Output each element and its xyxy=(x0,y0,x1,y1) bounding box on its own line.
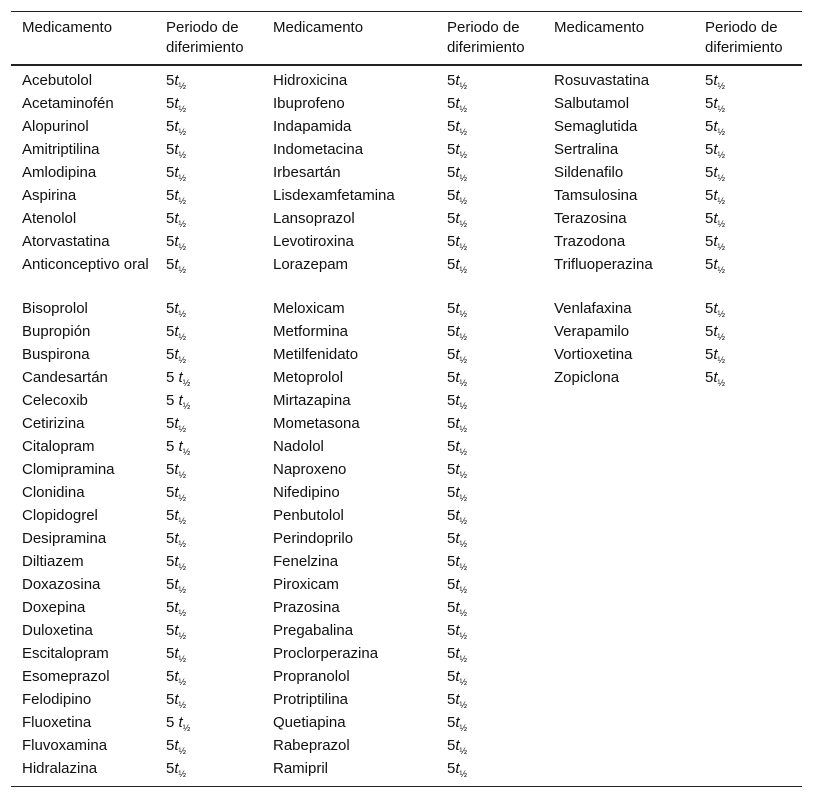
periodo-cell: $5t_{\frac{1}{2}}$ xyxy=(447,210,468,229)
medicamento-cell: Lisdexamfetamina xyxy=(273,187,395,204)
medicamento-cell: Amlodipina xyxy=(22,164,97,181)
medicamento-cell: Celecoxib xyxy=(22,392,88,409)
medicamento-cell: Aspirina xyxy=(22,187,77,204)
medicamento-cell: Sildenafilo xyxy=(554,164,624,181)
periodo-cell: $5t_{\frac{1}{2}}$ xyxy=(447,553,468,572)
medicamento-cell xyxy=(543,690,694,713)
table-row xyxy=(11,209,802,232)
table-row xyxy=(11,140,802,163)
periodo-cell: $5t_{\frac{1}{2}}$ xyxy=(447,95,468,114)
periodo-cell xyxy=(694,414,802,437)
periodo-cell: $5t_{\frac{1}{2}}$ xyxy=(705,141,726,160)
periodo-cell: $5t_{\frac{1}{2}}$ xyxy=(705,233,726,252)
medicamento-cell: Venlafaxina xyxy=(554,300,632,317)
medicamento-cell: Proclorperazina xyxy=(273,645,379,662)
table-row xyxy=(11,94,802,117)
table-row xyxy=(11,667,802,690)
periodo-cell: $5t_{\frac{1}{2}}$ xyxy=(705,369,726,388)
periodo-cell xyxy=(694,529,802,552)
periodo-cell xyxy=(694,575,802,598)
periodo-cell xyxy=(694,598,802,621)
periodo-cell xyxy=(694,391,802,414)
table-row xyxy=(11,299,802,322)
table-row xyxy=(11,391,802,414)
medicamento-cell: Zopiclona xyxy=(554,369,620,386)
medicamento-cell: Fenelzina xyxy=(273,553,339,570)
periodo-cell: $5t_{\frac{1}{2}}$ xyxy=(447,438,468,457)
periodo-cell: $5t_{\frac{1}{2}}$ xyxy=(447,599,468,618)
medicamento-cell: Levotiroxina xyxy=(273,233,354,250)
periodo-cell: $5t_{\frac{1}{2}}$ xyxy=(447,668,468,687)
periodo-cell: 5 $t_{\frac{1}{2}}$ xyxy=(166,369,191,388)
medicamento-cell: Vortioxetina xyxy=(554,346,633,363)
medicamento-cell xyxy=(543,552,694,575)
table-row xyxy=(11,232,802,255)
medicamento-cell xyxy=(543,529,694,552)
periodo-cell: $5t_{\frac{1}{2}}$ xyxy=(705,346,726,365)
header-medicamento-1: Medicamento xyxy=(22,19,113,36)
medicamento-cell: Penbutolol xyxy=(273,507,344,524)
medicamento-cell xyxy=(543,391,694,414)
periodo-cell: $5t_{\frac{1}{2}}$ xyxy=(166,164,187,183)
medicamento-cell xyxy=(543,759,694,787)
medicamento-cell: Esomeprazol xyxy=(22,668,110,685)
medicamento-cell: Cetirizina xyxy=(22,415,85,432)
medicamento-cell: Rosuvastatina xyxy=(554,72,650,89)
periodo-cell xyxy=(694,736,802,759)
table-row xyxy=(11,552,802,575)
medicamento-cell: Mirtazapina xyxy=(273,392,351,409)
periodo-cell: $5t_{\frac{1}{2}}$ xyxy=(705,210,726,229)
table-row xyxy=(11,414,802,437)
medicamento-cell: Indometacina xyxy=(273,141,364,158)
table-row xyxy=(11,368,802,391)
table-row xyxy=(11,483,802,506)
medicamento-cell xyxy=(543,621,694,644)
periodo-cell xyxy=(694,759,802,787)
medicamento-cell xyxy=(543,483,694,506)
medicamento-cell: Clomipramina xyxy=(22,461,115,478)
table-row xyxy=(11,322,802,345)
medicamento-cell: Duloxetina xyxy=(22,622,93,639)
periodo-cell: $5t_{\frac{1}{2}}$ xyxy=(447,576,468,595)
periodo-cell: $5t_{\frac{1}{2}}$ xyxy=(447,530,468,549)
medicamento-cell: Verapamilo xyxy=(554,323,630,340)
medicamento-cell: Doxazosina xyxy=(22,576,101,593)
medicamento-cell: Tamsulosina xyxy=(554,187,638,204)
periodo-cell xyxy=(694,552,802,575)
periodo-cell: $5t_{\frac{1}{2}}$ xyxy=(447,141,468,160)
medicamento-cell: Atorvastatina xyxy=(22,233,110,250)
periodo-cell: $5t_{\frac{1}{2}}$ xyxy=(447,392,468,411)
medicamento-cell: Fluoxetina xyxy=(22,714,92,731)
medicamento-cell: Candesartán xyxy=(22,369,108,386)
medicamento-cell: Hidroxicina xyxy=(273,72,348,89)
periodo-cell: $5t_{\frac{1}{2}}$ xyxy=(705,95,726,114)
table-row xyxy=(11,255,802,299)
periodo-cell: $5t_{\frac{1}{2}}$ xyxy=(166,233,187,252)
periodo-cell: 5 $t_{\frac{1}{2}}$ xyxy=(166,714,191,733)
medicamento-cell: Propranolol xyxy=(273,668,350,685)
table-row xyxy=(11,437,802,460)
periodo-cell: $5t_{\frac{1}{2}}$ xyxy=(447,760,468,779)
medicamento-cell: Meloxicam xyxy=(273,300,345,317)
medicamento-cell: Metoprolol xyxy=(273,369,344,386)
periodo-cell xyxy=(694,437,802,460)
periodo-cell: $5t_{\frac{1}{2}}$ xyxy=(166,553,187,572)
table-row xyxy=(11,345,802,368)
periodo-cell: $5t_{\frac{1}{2}}$ xyxy=(166,599,187,618)
periodo-cell: $5t_{\frac{1}{2}}$ xyxy=(166,645,187,664)
medicamento-cell: Ramipril xyxy=(273,760,329,777)
header-periodo-3: Periodo de diferimiento xyxy=(705,19,783,56)
periodo-cell: $5t_{\frac{1}{2}}$ xyxy=(166,118,187,137)
medicamento-cell: Nifedipino xyxy=(273,484,340,501)
medicamento-cell: Bupropión xyxy=(22,323,91,340)
medicamento-cell xyxy=(543,437,694,460)
periodo-cell xyxy=(694,644,802,667)
table-row xyxy=(11,163,802,186)
periodo-cell xyxy=(694,713,802,736)
medicamento-cell: Nadolol xyxy=(273,438,324,455)
periodo-cell: $5t_{\frac{1}{2}}$ xyxy=(447,72,468,91)
periodo-cell: $5t_{\frac{1}{2}}$ xyxy=(166,346,187,365)
medicamento-cell: Doxepina xyxy=(22,599,86,616)
periodo-cell: $5t_{\frac{1}{2}}$ xyxy=(705,256,726,275)
medicamento-cell xyxy=(543,575,694,598)
medicamento-cell: Desipramina xyxy=(22,530,107,547)
periodo-cell: $5t_{\frac{1}{2}}$ xyxy=(705,323,726,342)
periodo-cell: $5t_{\frac{1}{2}}$ xyxy=(447,691,468,710)
header-medicamento-3: Medicamento xyxy=(554,19,645,36)
periodo-cell: $5t_{\frac{1}{2}}$ xyxy=(166,415,187,434)
table-row xyxy=(11,644,802,667)
table-row xyxy=(11,713,802,736)
periodo-cell: $5t_{\frac{1}{2}}$ xyxy=(166,141,187,160)
periodo-cell xyxy=(694,667,802,690)
medicamento-cell: Semaglutida xyxy=(554,118,638,135)
periodo-cell xyxy=(694,621,802,644)
periodo-cell: $5t_{\frac{1}{2}}$ xyxy=(166,72,187,91)
medicamento-cell xyxy=(543,713,694,736)
medicamento-cell xyxy=(543,736,694,759)
medicamento-cell: Clonidina xyxy=(22,484,85,501)
periodo-cell: $5t_{\frac{1}{2}}$ xyxy=(447,507,468,526)
drug-washout-table xyxy=(11,11,802,787)
table-row xyxy=(11,598,802,621)
periodo-cell: $5t_{\frac{1}{2}}$ xyxy=(447,118,468,137)
table-row xyxy=(11,186,802,209)
periodo-cell: $5t_{\frac{1}{2}}$ xyxy=(447,346,468,365)
medicamento-cell: Fluvoxamina xyxy=(22,737,108,754)
table-row xyxy=(11,529,802,552)
medicamento-cell xyxy=(543,460,694,483)
periodo-cell: $5t_{\frac{1}{2}}$ xyxy=(166,691,187,710)
medicamento-cell xyxy=(543,506,694,529)
medicamento-cell: Ibuprofeno xyxy=(273,95,345,112)
medicamento-cell: Irbesartán xyxy=(273,164,341,181)
medicamento-cell: Amitriptilina xyxy=(22,141,100,158)
medicamento-cell: Escitalopram xyxy=(22,645,109,662)
periodo-cell: $5t_{\frac{1}{2}}$ xyxy=(447,415,468,434)
medicamento-cell: Atenolol xyxy=(22,210,77,227)
medicamento-cell: Naproxeno xyxy=(273,461,347,478)
medicamento-cell: Mometasona xyxy=(273,415,360,432)
medicamento-cell: Trifluoperazina xyxy=(554,256,653,273)
periodo-cell xyxy=(694,483,802,506)
table-row xyxy=(11,759,802,787)
periodo-cell: $5t_{\frac{1}{2}}$ xyxy=(705,72,726,91)
medicamento-cell: Salbutamol xyxy=(554,95,630,112)
periodo-cell: $5t_{\frac{1}{2}}$ xyxy=(447,461,468,480)
periodo-cell: $5t_{\frac{1}{2}}$ xyxy=(447,256,468,275)
periodo-cell: $5t_{\frac{1}{2}}$ xyxy=(166,95,187,114)
medicamento-cell xyxy=(543,667,694,690)
medicamento-cell: Acetaminofén xyxy=(22,95,114,112)
table-header xyxy=(11,12,802,66)
medicamento-cell xyxy=(543,598,694,621)
header-row xyxy=(11,12,802,66)
medicamento-cell: Lorazepam xyxy=(273,256,349,273)
periodo-cell: $5t_{\frac{1}{2}}$ xyxy=(447,737,468,756)
header-periodo-2: Periodo de diferimiento xyxy=(447,19,525,56)
periodo-cell: $5t_{\frac{1}{2}}$ xyxy=(166,622,187,641)
table-row xyxy=(11,117,802,140)
periodo-cell: $5t_{\frac{1}{2}}$ xyxy=(166,668,187,687)
periodo-cell: $5t_{\frac{1}{2}}$ xyxy=(166,256,187,275)
medicamento-cell xyxy=(543,414,694,437)
medicamento-cell xyxy=(543,644,694,667)
medicamento-cell: Protriptilina xyxy=(273,691,349,708)
medicamento-cell: Acebutolol xyxy=(22,72,93,89)
periodo-cell: $5t_{\frac{1}{2}}$ xyxy=(166,530,187,549)
periodo-cell: $5t_{\frac{1}{2}}$ xyxy=(447,369,468,388)
periodo-cell: $5t_{\frac{1}{2}}$ xyxy=(166,323,187,342)
medicamento-cell: Prazosina xyxy=(273,599,340,616)
table-body xyxy=(11,65,802,787)
periodo-cell: $5t_{\frac{1}{2}}$ xyxy=(166,507,187,526)
periodo-cell: $5t_{\frac{1}{2}}$ xyxy=(705,300,726,319)
medicamento-cell: Anticonceptivo oral xyxy=(22,256,149,273)
periodo-cell: $5t_{\frac{1}{2}}$ xyxy=(166,760,187,779)
periodo-cell: $5t_{\frac{1}{2}}$ xyxy=(447,645,468,664)
table-row xyxy=(11,506,802,529)
table-row xyxy=(11,690,802,713)
medicamento-cell: Clopidogrel xyxy=(22,507,98,524)
periodo-cell xyxy=(694,506,802,529)
header-periodo-1: Periodo de diferimiento xyxy=(166,19,244,56)
medicamento-cell: Quetiapina xyxy=(273,714,346,731)
table-row xyxy=(11,65,802,94)
periodo-cell: $5t_{\frac{1}{2}}$ xyxy=(447,300,468,319)
header-medicamento-2: Medicamento xyxy=(273,19,364,36)
periodo-cell: $5t_{\frac{1}{2}}$ xyxy=(447,233,468,252)
medicamento-cell: Diltiazem xyxy=(22,553,84,570)
medicamento-cell: Trazodona xyxy=(554,233,626,250)
medicamento-cell: Pregabalina xyxy=(273,622,354,639)
periodo-cell: $5t_{\frac{1}{2}}$ xyxy=(705,164,726,183)
periodo-cell: $5t_{\frac{1}{2}}$ xyxy=(447,323,468,342)
medicamento-cell: Felodipino xyxy=(22,691,92,708)
periodo-cell xyxy=(694,460,802,483)
medicamento-cell: Bisoprolol xyxy=(22,300,88,317)
periodo-cell xyxy=(694,690,802,713)
periodo-cell: $5t_{\frac{1}{2}}$ xyxy=(166,187,187,206)
periodo-cell: $5t_{\frac{1}{2}}$ xyxy=(447,484,468,503)
table-row xyxy=(11,736,802,759)
medicamento-cell: Piroxicam xyxy=(273,576,339,593)
table-row xyxy=(11,575,802,598)
medicamento-cell: Lansoprazol xyxy=(273,210,355,227)
periodo-cell: $5t_{\frac{1}{2}}$ xyxy=(705,118,726,137)
medicamento-cell: Sertralina xyxy=(554,141,619,158)
periodo-cell: $5t_{\frac{1}{2}}$ xyxy=(447,164,468,183)
periodo-cell: $5t_{\frac{1}{2}}$ xyxy=(447,187,468,206)
periodo-cell: $5t_{\frac{1}{2}}$ xyxy=(166,576,187,595)
medicamento-cell: Alopurinol xyxy=(22,118,89,135)
medicamento-cell: Hidralazina xyxy=(22,760,98,777)
periodo-cell: $5t_{\frac{1}{2}}$ xyxy=(166,210,187,229)
periodo-cell: $5t_{\frac{1}{2}}$ xyxy=(166,461,187,480)
medicamento-cell: Rabeprazol xyxy=(273,737,350,754)
periodo-cell: 5 $t_{\frac{1}{2}}$ xyxy=(166,392,191,411)
medicamento-cell: Metformina xyxy=(273,323,349,340)
medicamento-cell: Terazosina xyxy=(554,210,627,227)
medicamento-cell: Indapamida xyxy=(273,118,352,135)
periodo-cell: $5t_{\frac{1}{2}}$ xyxy=(705,187,726,206)
periodo-cell: $5t_{\frac{1}{2}}$ xyxy=(166,300,187,319)
table-row xyxy=(11,621,802,644)
medicamento-cell: Buspirona xyxy=(22,346,90,363)
periodo-cell: 5 $t_{\frac{1}{2}}$ xyxy=(166,438,191,457)
medicamento-cell: Citalopram xyxy=(22,438,95,455)
periodo-cell: $5t_{\frac{1}{2}}$ xyxy=(447,714,468,733)
periodo-cell: $5t_{\frac{1}{2}}$ xyxy=(447,622,468,641)
table-row xyxy=(11,460,802,483)
medicamento-cell: Perindoprilo xyxy=(273,530,354,547)
periodo-cell: $5t_{\frac{1}{2}}$ xyxy=(166,737,187,756)
periodo-cell: $5t_{\frac{1}{2}}$ xyxy=(166,484,187,503)
medicamento-cell: Metilfenidato xyxy=(273,346,359,363)
